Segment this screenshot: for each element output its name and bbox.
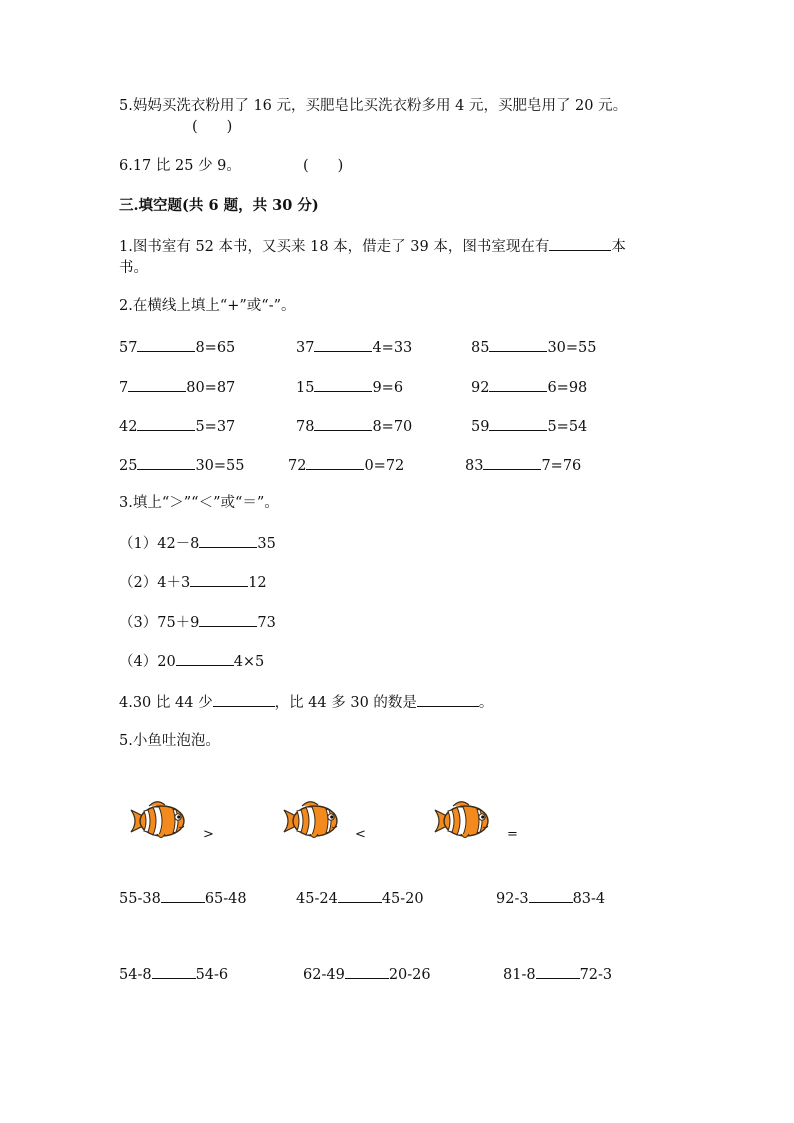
fill-q5-item: [503, 964, 612, 985]
answer-blank[interactable]: [314, 337, 372, 352]
fill-q1-unit: 本: [611, 239, 626, 255]
answer-blank[interactable]: [314, 416, 372, 431]
fill-q2-right: 5=37: [195, 419, 236, 435]
answer-blank[interactable]: [190, 572, 248, 587]
judge-q5-answer-paren[interactable]: ( ): [192, 119, 233, 135]
fill-q4: [119, 692, 493, 713]
answer-blank[interactable]: [213, 692, 275, 707]
fill-q2-right: 8=70: [372, 419, 413, 435]
fill-q5-item: [296, 888, 424, 909]
fill-q2-left: 42: [119, 419, 138, 435]
fish-symbol: >: [203, 827, 214, 842]
fill-q2-title: 2.在横线上填上“+”或“-”。: [119, 298, 296, 314]
fill-q2-item: [471, 416, 587, 437]
fill-q2-item: [296, 416, 412, 437]
answer-blank[interactable]: [199, 533, 257, 548]
fill-q2-left: 72: [288, 458, 307, 474]
fill-q2-right: 4=33: [372, 340, 413, 356]
fill-q5-item: [119, 888, 247, 909]
fill-q2-right: 8=65: [195, 340, 236, 356]
fill-q2-left: 37: [296, 340, 315, 356]
answer-blank[interactable]: [306, 455, 364, 470]
fill-q3-left: （1）42－8: [119, 536, 200, 552]
fill-q2-left: 59: [471, 419, 490, 435]
fill-q2-right: 30=55: [195, 458, 245, 474]
fill-q2-right: 6=98: [547, 380, 588, 396]
fill-q1-tail: 书。: [119, 260, 148, 276]
fill-q2-right: 80=87: [186, 380, 236, 396]
answer-blank[interactable]: [137, 416, 195, 431]
answer-blank[interactable]: [152, 964, 196, 979]
answer-blank[interactable]: [549, 236, 611, 251]
judge-q6-text: 6.17 比 25 少 9。: [119, 158, 241, 174]
fish-symbol: <: [355, 827, 366, 842]
fill-q2-left: 85: [471, 340, 490, 356]
fill-q5-title: 5.小鱼吐泡泡。: [119, 733, 220, 749]
fill-q2-left: 15: [296, 380, 315, 396]
answer-blank[interactable]: [137, 455, 195, 470]
fill-q3-left: （4）20: [119, 654, 176, 670]
fill-q5-item: [303, 964, 431, 985]
fill-q2-item: [471, 337, 597, 358]
fill-q1: [119, 236, 626, 257]
fill-q2-item: [296, 377, 403, 398]
fill-q2-item: [288, 455, 404, 476]
fill-q2-left: 7: [119, 380, 129, 396]
answer-blank[interactable]: [536, 964, 580, 979]
fill-q3-right: 12: [248, 575, 267, 591]
fill-q2-item: [471, 377, 587, 398]
fill-q2-item: [119, 337, 235, 358]
judge-q6-answer-paren[interactable]: ( ): [303, 158, 344, 174]
fill-q5-left: 45-24: [296, 891, 338, 907]
fill-q2-left: 83: [465, 458, 484, 474]
fish-symbol: =: [507, 827, 518, 842]
fill-q3-item: [119, 572, 267, 593]
fill-q3-right: 73: [257, 615, 276, 631]
clownfish-icon: [282, 800, 340, 842]
answer-blank[interactable]: [417, 692, 479, 707]
fill-q5-left: 92-3: [496, 891, 529, 907]
fill-q2-right: 5=54: [547, 419, 588, 435]
fill-q4-text-b: ，比 44 多 30 的数是: [274, 695, 417, 711]
fill-q2-item: [465, 455, 581, 476]
fill-q5-right: 72-3: [579, 967, 613, 983]
fill-q2-right: 9=6: [372, 380, 404, 396]
fill-q5-left: 54-8: [119, 967, 152, 983]
fill-q2-left: 78: [296, 419, 315, 435]
fill-q2-left: 25: [119, 458, 138, 474]
fill-q2-right: 30=55: [547, 340, 597, 356]
answer-blank[interactable]: [483, 455, 541, 470]
fill-q2-right: 7=76: [541, 458, 582, 474]
fill-q3-item: [119, 651, 264, 672]
fill-q5-left: 81-8: [503, 967, 536, 983]
fill-q3-left: （3）75＋9: [119, 615, 200, 631]
fill-q5-right: 83-4: [572, 891, 606, 907]
fill-q3-item: [119, 533, 276, 554]
answer-blank[interactable]: [161, 888, 205, 903]
answer-blank[interactable]: [489, 337, 547, 352]
section-title: 三.填空题(共 6 题，共 30 分): [119, 197, 319, 214]
answer-blank[interactable]: [199, 612, 257, 627]
fill-q5-right: 20-26: [388, 967, 431, 983]
fill-q3-right: 4×5: [233, 654, 265, 670]
answer-blank[interactable]: [176, 651, 234, 666]
fill-q2-item: [119, 377, 235, 398]
fill-q4-text-c: 。: [478, 695, 494, 711]
fill-q3-title: 3.填上“＞”“＜”或“＝”。: [119, 495, 279, 511]
fill-q5-left: 55-38: [119, 891, 161, 907]
fill-q4-text-a: 4.30 比 44 少: [119, 695, 213, 711]
clownfish-icon: [433, 800, 491, 842]
fill-q1-text: 1.图书室有 52 本书，又买来 18 本，借走了 39 本，图书室现在有: [119, 239, 550, 255]
fill-q3-right: 35: [257, 536, 276, 552]
fill-q2-item: [119, 455, 245, 476]
fill-q5-right: 65-48: [204, 891, 247, 907]
answer-blank[interactable]: [529, 888, 573, 903]
answer-blank[interactable]: [128, 377, 186, 392]
fill-q5-right: 45-20: [381, 891, 424, 907]
fill-q5-item: [496, 888, 605, 909]
answer-blank[interactable]: [137, 337, 195, 352]
fill-q2-left: 57: [119, 340, 138, 356]
fill-q5-right: 54-6: [195, 967, 229, 983]
answer-blank[interactable]: [489, 377, 547, 392]
judge-q5-text: 5.妈妈买洗衣粉用了 16 元，买肥皂比买洗衣粉多用 4 元，买肥皂用了 20 元。: [119, 98, 628, 114]
answer-blank[interactable]: [314, 377, 372, 392]
fill-q3-item: [119, 612, 276, 633]
clownfish-icon: [129, 800, 187, 842]
fill-q2-item: [119, 416, 235, 437]
fill-q5-left: 62-49: [303, 967, 345, 983]
answer-blank[interactable]: [345, 964, 389, 979]
fill-q5-item: [119, 964, 228, 985]
fill-q2-left: 92: [471, 380, 490, 396]
answer-blank[interactable]: [338, 888, 382, 903]
fill-q3-left: （2）4＋3: [119, 575, 191, 591]
answer-blank[interactable]: [489, 416, 547, 431]
fill-q2-item: [296, 337, 412, 358]
fill-q2-right: 0=72: [364, 458, 405, 474]
